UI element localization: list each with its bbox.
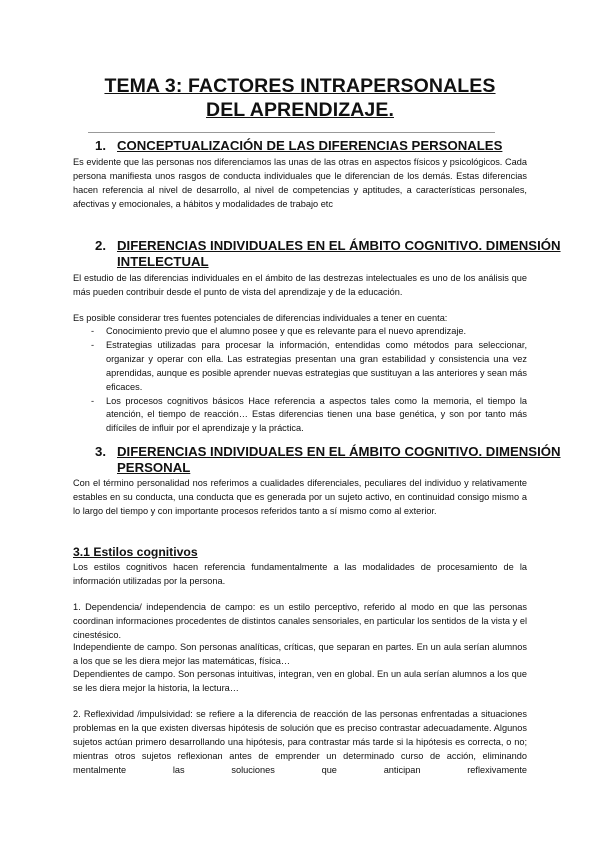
section-3-1-item-1: 1. Dependencia/ independencia de campo: es un estilo perceptivo, referido al modo en que las personas coordinan informaciones procedentes de distintos canales sensoriales, en particular los sentidos de la vista y el cinestésico. [73, 602, 527, 640]
section-1-paragraph: Es evidente que las personas nos diferenciamos las unas de las otras en aspectos físicos y psicológicos. Cada persona manifiesta unos rasgos de conducta individuales que le diferencian de los demás. Estas diferencias hacen referencia al nivel de desarrollo, al nivel de competencias y aptitudes, a características personales, afectivas y emocionales, a hábitos y modalidades de trabajo etc [73, 157, 527, 209]
bullet-dash: - [91, 339, 95, 350]
section-2-number: 2. [95, 238, 106, 253]
section-3-heading-line-2 [117, 460, 190, 476]
section-2-heading-line-2 [117, 254, 209, 270]
section-3-1-intro: Los estilos cognitivos hacen referencia fundamentalmente a las modalidades de procesamiento de la información utilizadas por la persona. [73, 562, 527, 586]
section-1-heading-text: CONCEPTUALIZACIÓN DE LAS DIFERENCIAS PERSONALES [117, 138, 503, 153]
section-2-heading-text-line-2: INTELECTUAL [117, 254, 209, 269]
bullet-text: Conocimiento previo que el alumno posee y que es relevante para el nuevo aprendizaje. [106, 326, 467, 336]
section-2-paragraph-2: Es posible considerar tres fuentes potenciales de diferencias individuales a tener en cuenta: [73, 313, 448, 323]
section-3-heading-text-line-2: PERSONAL [117, 460, 191, 475]
document-title-line-1: TEMA 3: FACTORES INTRAPERSONALES [104, 75, 496, 97]
section-1-number: 1. [95, 138, 106, 153]
bullet-dash: - [91, 395, 95, 406]
section-3-1-item-2: 2. Reflexividad /impulsividad: se refiere a la diferencia de reacción de las personas enfrentadas a situaciones problemas en la que existen diversas hipótesis de solución que es preciso contrastar adecuadamente. Algunos sujetos actúan primero desarrollando una hipótesis, para contrastar más tarde si la hipótesis es correcta, o no; mientras otros sujetos reflexionan antes de emprender un determinado curso de acción, eliminando mentalmente las soluciones que anticipan reflexivamente [73, 709, 527, 775]
section-2-paragraph-1: El estudio de las diferencias individuales en el ámbito de las destrezas intelectuales es uno de los análisis que más pueden contribuir desde el punto de vista del aprendizaje y de la educación. [73, 273, 527, 297]
bullet-text: Los procesos cognitivos básicos Hace referencia a aspectos tales como la memoria, el tiempo la atención, el tiempo de reacción… Estas diferencias tienen una base genética, y son por tanto más difíciles de influir por el aprendizaje y la práctica. [106, 395, 527, 434]
bullet-text: Estrategias utilizadas para procesar la información, entendidas como métodos para seleccionar, organizar y operar con ella. Las estrategias presentan una gran estabilidad y consistencia una vez aprendidas, aunque es posible aprender nuevas estrategias que sustituyan a las anteriores y sean más eficaces. [106, 339, 527, 392]
section-2-heading [95, 238, 561, 254]
list-item [73, 395, 527, 437]
title-divider [88, 132, 495, 133]
section-3-number: 3. [95, 444, 106, 459]
section-2-heading-text-line-1: DIFERENCIAS INDIVIDUALES EN EL ÁMBITO COGNITIVO. DIMENSIÓN [117, 238, 561, 253]
section-3-1-heading: 3.1 Estilos cognitivos [73, 545, 198, 559]
section-3-heading-text-line-1: DIFERENCIAS INDIVIDUALES EN EL ÁMBITO COGNITIVO. DIMENSIÓN [117, 444, 561, 459]
section-3-paragraph: Con el término personalidad nos referimos a cualidades diferenciales, peculiares del individuo y relativamente estables en su conducta, una conducta que es generada por un sujeto activo, en continuidad consigo mismo a lo largo del tiempo y con importante procesos referidos tanto a sí mismo como al exterior. [73, 478, 527, 516]
document-title-line-2: DEL APRENDIZAJE. [206, 99, 394, 121]
list-item [73, 325, 527, 339]
list-item [73, 339, 527, 395]
section-3-1-item-1-independent: Independiente de campo. Son personas analíticas, críticas, que separan en partes. En un aula serían alumnos a los que se les diera mejor las matemáticas, física… [73, 642, 527, 666]
section-3-1-item-1-dependent: Dependientes de campo. Son personas intuitivas, integran, ven en global. En un aula serían alumnos a los que se les diera mejor la historia, la lectura… [73, 669, 527, 693]
bullet-dash: - [91, 326, 95, 336]
section-1-heading [95, 138, 502, 154]
section-3-heading [95, 444, 561, 460]
section-2-bullet-list [73, 325, 527, 436]
